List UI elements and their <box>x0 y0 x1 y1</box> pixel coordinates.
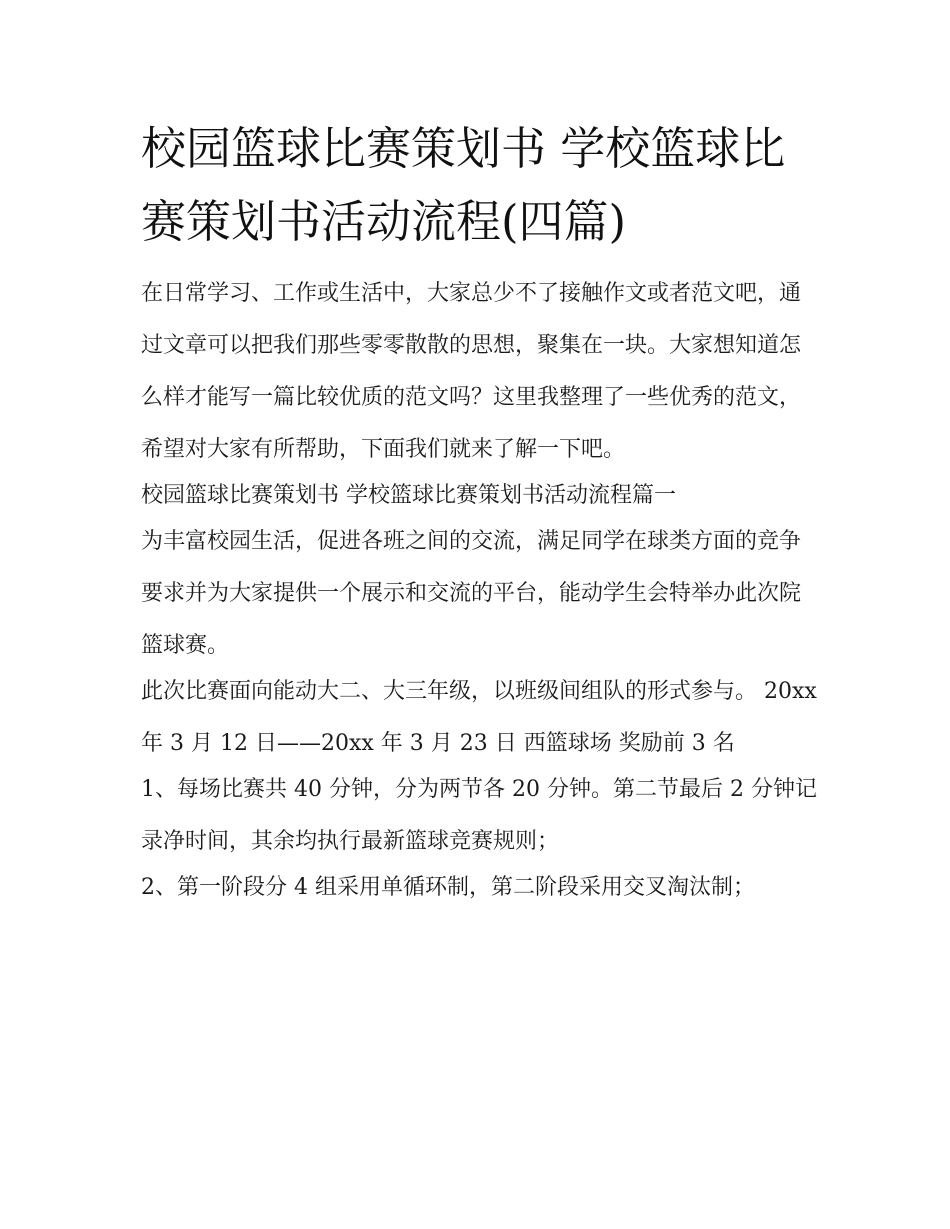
section-heading: 校园篮球比赛策划书 学校篮球比赛策划书活动流程篇一 <box>141 483 676 508</box>
purpose-paragraph: 为丰富校园生活，促进各班之间的交流，满足同学在球类方面的竞争要求并为大家提供一个展示和交流的平台，能动学生会特举办此次院篮球赛。 <box>141 529 802 658</box>
schedule-paragraph: 此次比赛面向能动大二、大三年级，以班级间组队的形式参与。 20xx 年 3 月 12 日——20xx 年 3 月 23 日 西篮球场 奖励前 3 名 <box>141 679 817 756</box>
rule-item-1: 1、每场比赛共 40 分钟，分为两节各 20 分钟。第二节最后 2 分钟记录净时间，其余均执行最新篮球竞赛规则； <box>141 777 817 854</box>
rule-item-2: 2、第一阶段分 4 组采用单循环制，第二阶段采用交叉淘汰制； <box>141 875 755 900</box>
document-title: 校园篮球比赛策划书 学校篮球比赛策划书活动流程(四篇) <box>141 122 786 248</box>
intro-paragraph: 在日常学习、工作或生活中，大家总少不了接触作文或者范文吧，通过文章可以把我们那些零零散散的思想，聚集在一块。大家想知道怎么样才能写一篇比较优质的范文吗？这里我整理了一些优秀的范文，希望对大家有所帮助，下面我们就来了解一下吧。 <box>141 281 802 462</box>
document-body <box>141 112 821 914</box>
